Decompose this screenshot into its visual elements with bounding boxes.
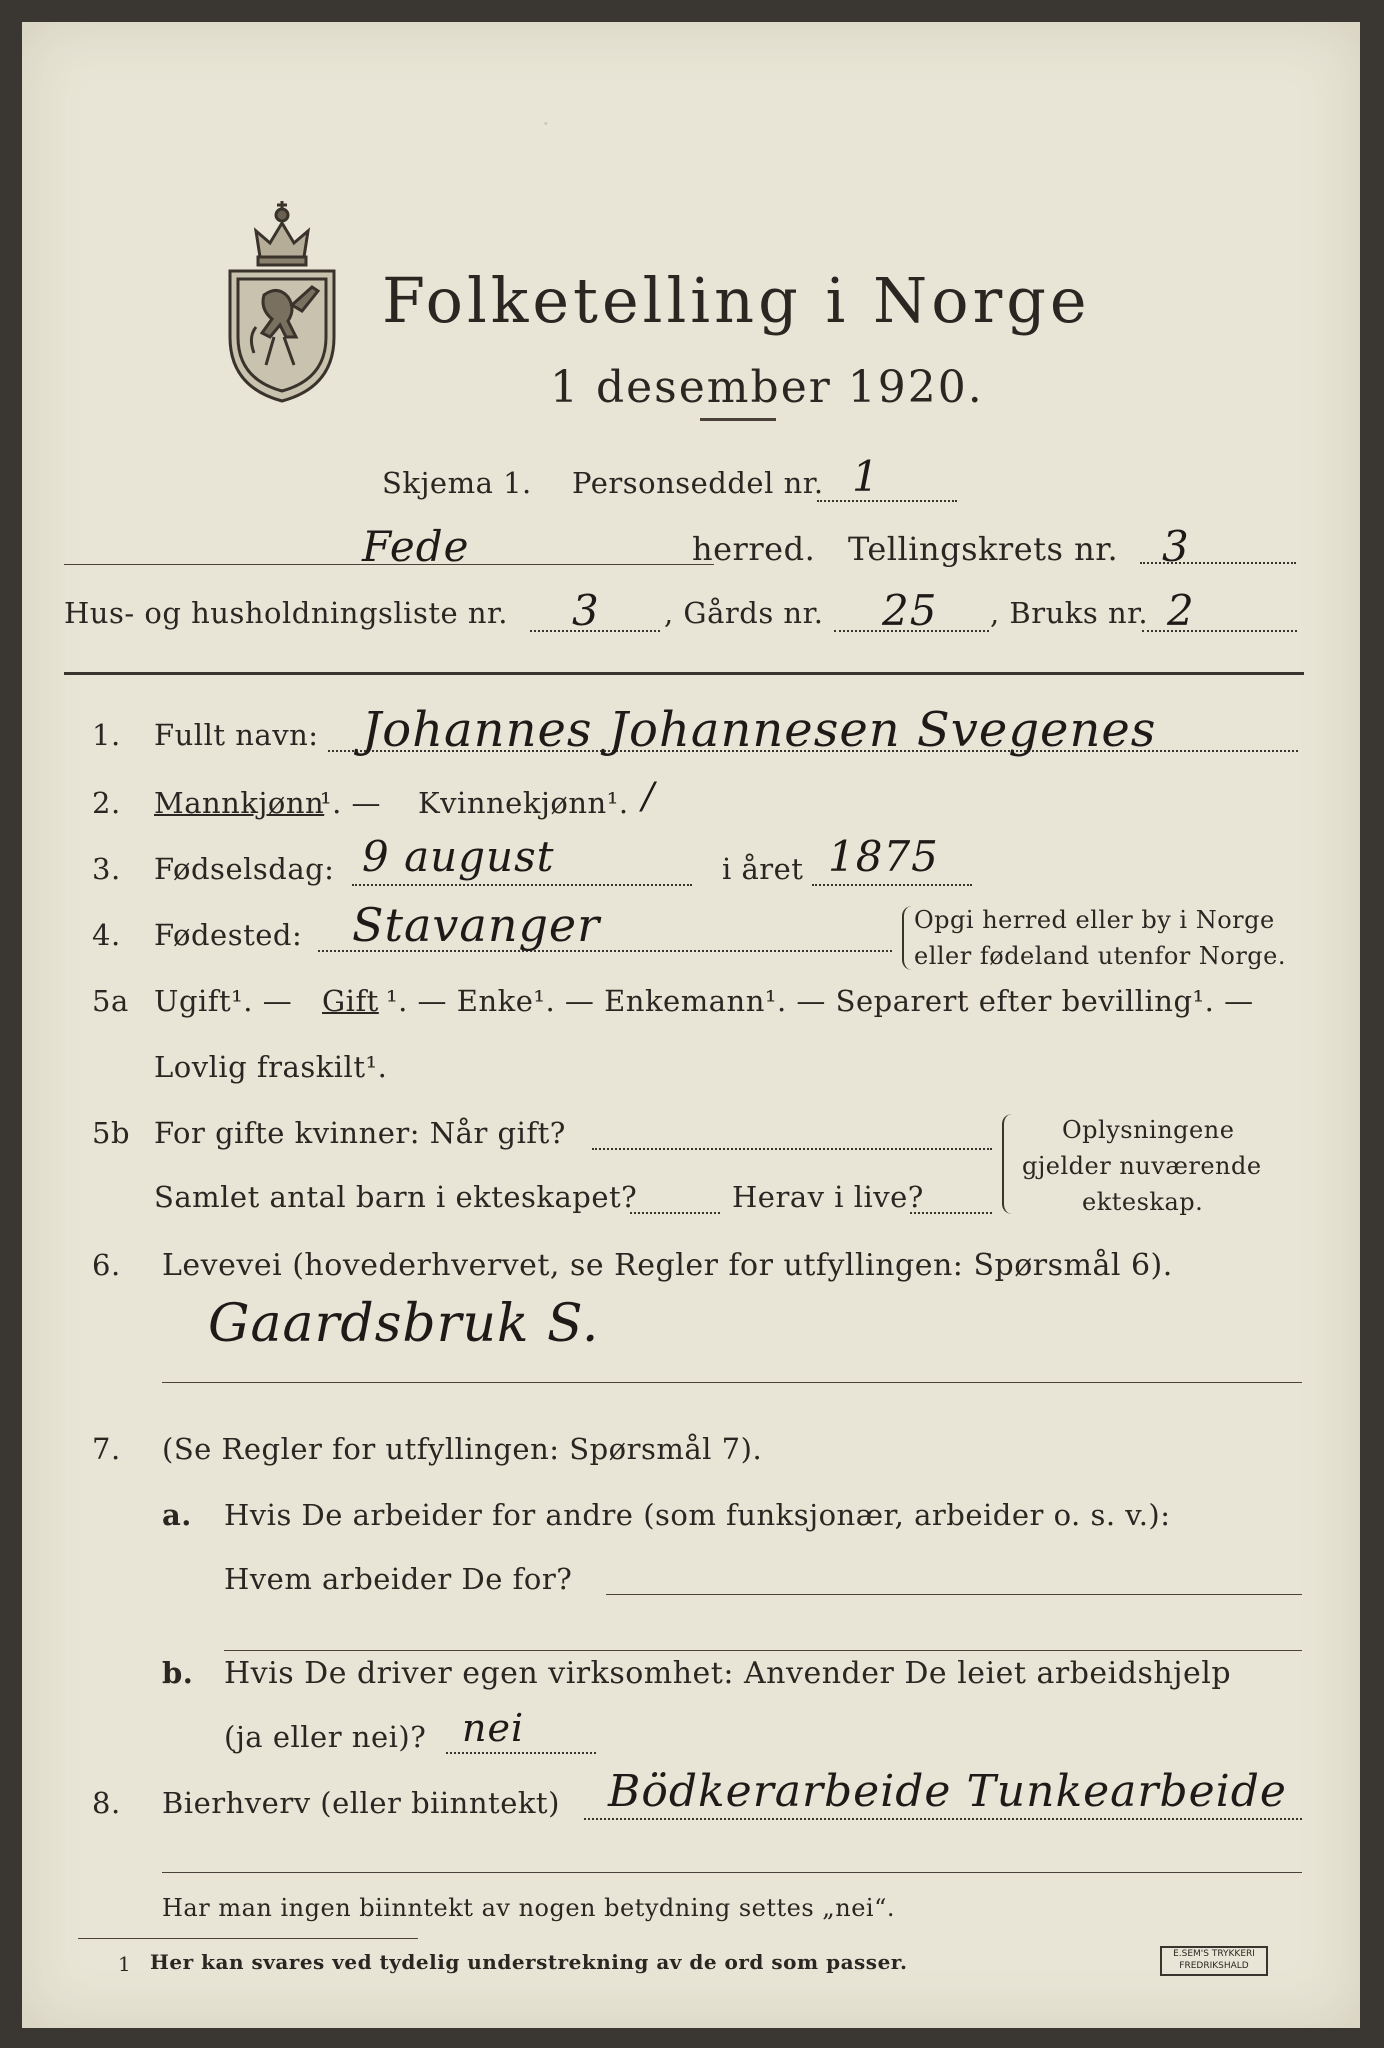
q2-female-option: Kvinnekjønn¹.: [418, 786, 629, 820]
personseddel-label: Personseddel nr.: [572, 466, 824, 500]
q8-line: [584, 1818, 1302, 1820]
q5b-note-line3: ekteskap.: [1082, 1188, 1204, 1216]
printer-stamp-text: E.SEM'S TRYKKERI FREDRIKSHALD: [1173, 1949, 1255, 1971]
q2-male-option: Mannkjønn: [154, 786, 325, 820]
q5b-note-brace: [1002, 1114, 1012, 1214]
q2-separator: ¹. —: [320, 786, 382, 820]
q7a-line: [606, 1594, 1302, 1595]
footer-divider: [78, 1938, 418, 1939]
q5b-children-line: [630, 1212, 720, 1214]
footer-note: Har man ingen biinntekt av nogen betydning settes „nei“.: [162, 1894, 895, 1922]
personseddel-value: 1: [852, 452, 880, 501]
q7a-line2: [224, 1650, 1302, 1651]
q7b-question: (ja eller nei)?: [224, 1720, 427, 1754]
q7b-line: [446, 1752, 596, 1754]
tellingskrets-value: 3: [1162, 522, 1190, 571]
bruks-value: 2: [1167, 586, 1195, 635]
q3-number: 3.: [92, 852, 121, 886]
title-divider: [700, 418, 776, 421]
q7a-question: Hvem arbeider De for?: [224, 1562, 573, 1596]
q6-line: [162, 1382, 1302, 1383]
bruks-label: , Bruks nr.: [990, 596, 1149, 630]
q5a-number: 5a: [92, 984, 129, 1018]
q3-year-line: [812, 884, 972, 886]
q6-label: Levevei (hovederhvervet, se Regler for utfyllingen: Spørsmål 6).: [162, 1248, 1173, 1283]
q4-note-line1: Opgi herred eller by i Norge: [914, 906, 1275, 934]
q3-year-value: 1875: [828, 832, 939, 881]
bruks-line: [1142, 630, 1297, 632]
q2-number: 2.: [92, 786, 121, 820]
q5a-text-post: ¹. — Enke¹. — Enkemann¹. — Separert efter bevilling¹. —: [386, 984, 1254, 1018]
hus-value: 3: [572, 586, 600, 635]
q5b-alive-label: Herav i live?: [732, 1180, 924, 1214]
q5b-note-line2: gjelder nuværende: [1022, 1152, 1262, 1180]
hus-label: Hus- og husholdningsliste nr.: [64, 596, 508, 630]
q5b-number: 5b: [92, 1116, 131, 1150]
norway-coat-of-arms-icon: [222, 187, 342, 407]
q8-line2: [162, 1872, 1302, 1873]
q7a-text: Hvis De arbeider for andre (som funksjonær, arbeider o. s. v.):: [224, 1498, 1171, 1532]
census-date: 1 desember 1920.: [550, 362, 984, 413]
personseddel-line: [817, 500, 957, 502]
q5b-alive-line: [910, 1212, 992, 1214]
q1-value: Johannes Johannesen Svegenes: [362, 702, 1157, 758]
q7b-value: nei: [462, 1706, 525, 1750]
q7a-letter: a.: [162, 1498, 192, 1532]
q5b-note-line1: Oplysningene: [1062, 1116, 1235, 1144]
gards-value: 25: [882, 586, 938, 635]
q7b-letter: b.: [162, 1656, 194, 1690]
herred-label: herred.: [692, 530, 816, 568]
q5a-line2: Lovlig fraskilt¹.: [154, 1050, 388, 1084]
q3-label: Fødselsdag:: [154, 852, 335, 886]
q4-note-brace: [902, 906, 912, 970]
q8-value: Bödkerarbeide Tunkearbeide: [608, 1766, 1287, 1817]
q7-label: (Se Regler for utfyllingen: Spørsmål 7).: [162, 1432, 763, 1466]
q5a-text-pre: Ugift¹. —: [154, 984, 293, 1018]
footnote-text: Her kan svares ved tydelig understrekning av de ord som passer.: [150, 1950, 908, 1974]
q5b-married-line: [592, 1148, 992, 1150]
herred-value: Fede: [362, 522, 470, 571]
q4-note-line2: eller fødeland utenfor Norge.: [914, 942, 1287, 970]
q5b-line1: For gifte kvinner: Når gift?: [154, 1116, 566, 1150]
header-divider: [64, 672, 1304, 675]
q4-label: Fødested:: [154, 918, 303, 952]
q1-label: Fullt navn:: [154, 718, 319, 752]
q2-check-mark: /: [642, 776, 656, 817]
q4-number: 4.: [92, 918, 121, 952]
form-title: Folketelling i Norge: [382, 264, 1091, 337]
q6-value: Gaardsbruk S.: [208, 1294, 600, 1354]
schema-label: Skjema 1.: [382, 466, 532, 500]
census-form: [22, 22, 1360, 2028]
q4-value: Stavanger: [352, 898, 601, 952]
q5a-gift-option: Gift: [322, 984, 379, 1018]
q8-label: Bierhverv (eller biinntekt): [162, 1786, 560, 1820]
q3-year-label: i året: [722, 852, 804, 886]
q8-number: 8.: [92, 1786, 121, 1820]
q6-number: 6.: [92, 1248, 121, 1282]
gards-label: , Gårds nr.: [664, 596, 824, 630]
bleed-through-text: ·: [542, 110, 550, 138]
q3-day-value: 9 august: [362, 832, 555, 881]
footnote-number: 1: [118, 1952, 132, 1976]
q7-number: 7.: [92, 1432, 121, 1466]
printer-stamp: [1160, 1946, 1268, 1976]
q3-day-line: [352, 884, 692, 886]
tellingskrets-label: Tellingskrets nr.: [848, 530, 1119, 568]
q5b-children-label: Samlet antal barn i ekteskapet?: [154, 1180, 638, 1214]
q7b-text: Hvis De driver egen virksomhet: Anvender De leiet arbeidshjelp: [224, 1656, 1232, 1691]
q1-number: 1.: [92, 718, 121, 752]
